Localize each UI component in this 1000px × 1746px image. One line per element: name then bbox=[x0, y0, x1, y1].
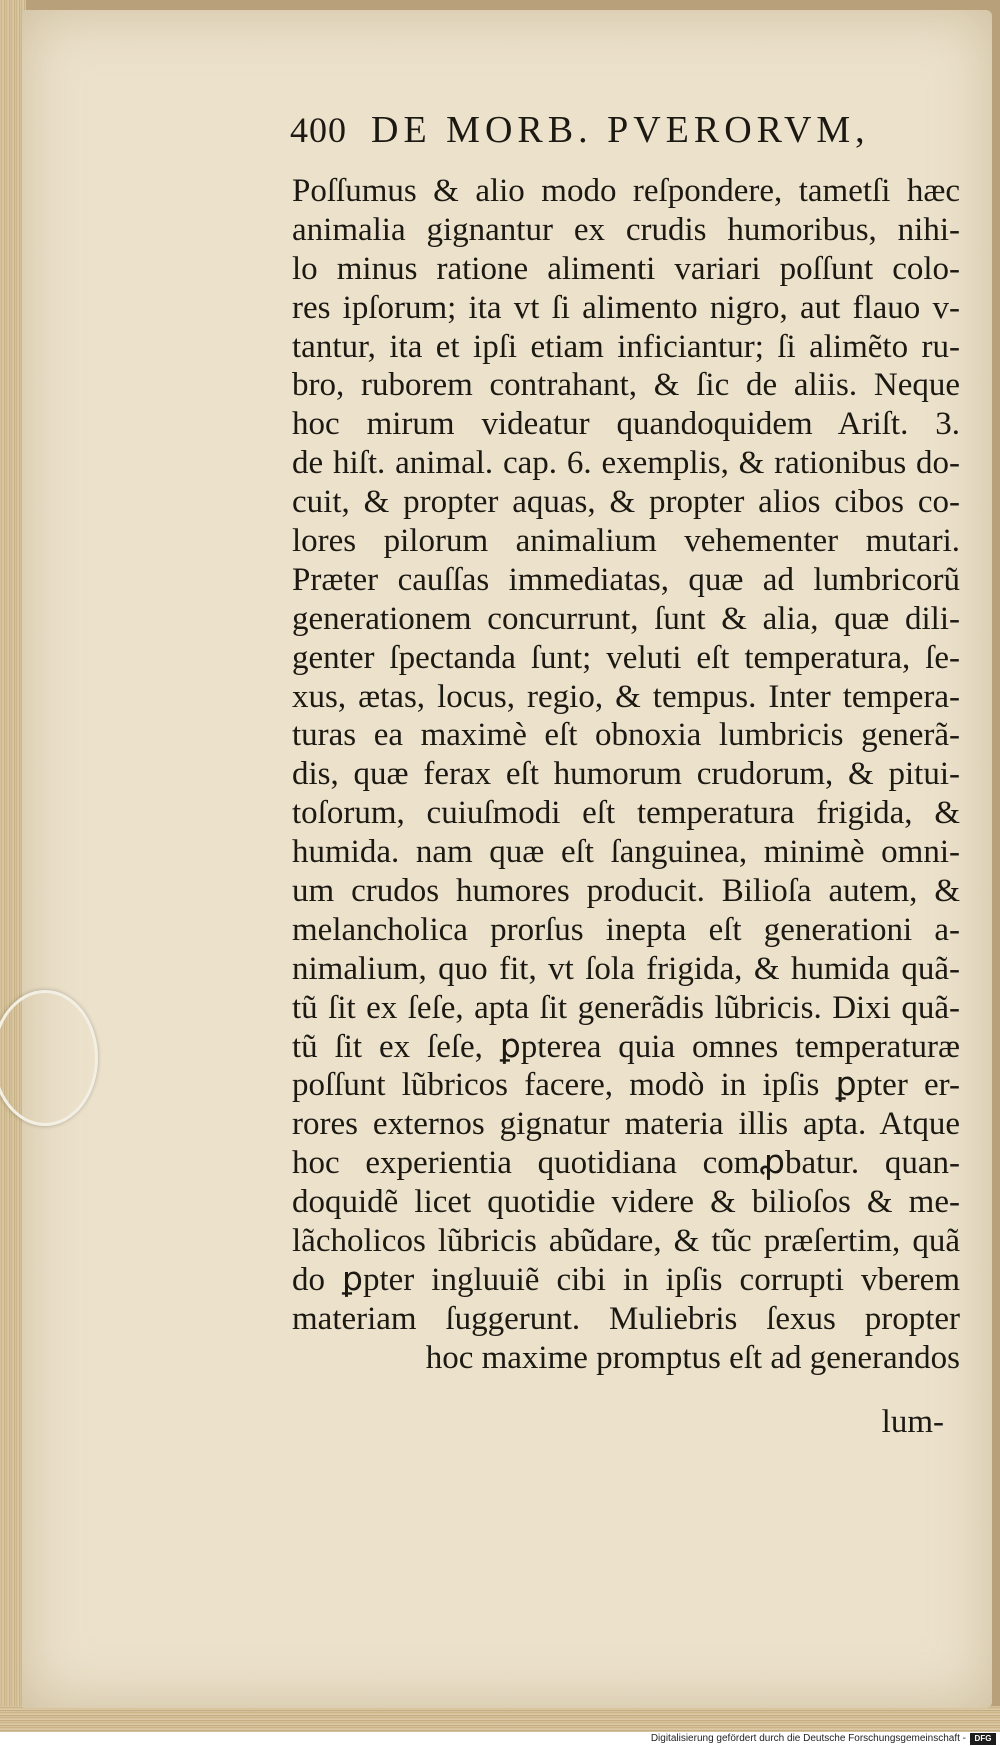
text-line: genter ſpectanda ſunt; veluti eſt temperatura, ſe- bbox=[292, 639, 960, 676]
dfg-logo-icon: DFG bbox=[970, 1733, 996, 1745]
digitization-credit: Digitalisierung gefördert durch die Deutsche Forschungsgemeinschaft - bbox=[650, 1733, 966, 1744]
text-line: nimalium, quo fit, vt ſola frigida, & humida quã- bbox=[292, 950, 960, 987]
catchword: lum- bbox=[881, 1404, 944, 1440]
text-line: de hiſt. animal. cap. 6. exemplis, & rationibus do- bbox=[292, 445, 960, 482]
text-line: do ꝑpter ingluuiẽ cibi in ipſis corrupti vberem bbox=[292, 1261, 960, 1298]
text-line: generationem concurrunt, ſunt & alia, quæ dili- bbox=[292, 600, 960, 637]
text-line: tũ ſit ex ſeſe, apta ſit generãdis lũbricis. Dixi quã- bbox=[292, 989, 960, 1026]
clip-mark bbox=[0, 990, 98, 1126]
text-line: turas ea maximè eſt obnoxia lumbricis generã- bbox=[292, 717, 960, 754]
text-line: hoc mirum videatur quandoquidem Ariſt. 3. bbox=[292, 406, 960, 443]
text-line: tantur, ita et ipſi etiam inficiantur; ſi alimẽto ru- bbox=[292, 328, 960, 365]
page-stack-bottom-edge bbox=[0, 1706, 1000, 1732]
text-line: toſorum, cuiuſmodi eſt temperatura frigida, & bbox=[292, 795, 960, 832]
page-header bbox=[290, 108, 870, 158]
text-line: lo minus ratione alimenti variari poſſunt colo- bbox=[292, 250, 960, 287]
text-line: Poſſumus & alio modo reſpondere, tametſi hæc bbox=[292, 173, 960, 209]
text-line: poſſunt lũbricos facere, modò in ipſis ꝑpter er- bbox=[292, 1067, 960, 1104]
text-line: lores pilorum animalium vehementer mutari. bbox=[292, 523, 960, 560]
text-line: dis, quæ ferax eſt humorum crudorum, & pitui- bbox=[292, 756, 960, 793]
text-line: rores externos gignatur materia illis apta. Atque bbox=[292, 1106, 960, 1143]
running-title: DE MORB. PVERORVM, bbox=[371, 109, 870, 151]
text-line: cuit, & propter aquas, & propter alios cibos co- bbox=[292, 484, 960, 521]
text-line: bro, ruborem contrahant, & ſic de aliis. Neque bbox=[292, 367, 960, 404]
text-line: Præter cauſſas immediatas, quæ ad lumbricorũ bbox=[292, 561, 960, 598]
text-line: humida. nam quæ eſt ſanguinea, minimè omni- bbox=[292, 834, 960, 871]
text-line: um crudos humores producit. Bilioſa autem, & bbox=[292, 873, 960, 910]
text-line: tũ ſit ex ſeſe, ꝑpterea quia omnes temperaturæ bbox=[292, 1028, 960, 1065]
page-number: 400 bbox=[290, 110, 347, 150]
text-line: melancholica prorſus inepta eſt generationi a- bbox=[292, 911, 960, 948]
text-line: animalia gignantur ex crudis humoribus, nihi- bbox=[292, 211, 960, 248]
text-line: materiam ſuggerunt. Muliebris ſexus propter bbox=[292, 1300, 960, 1337]
text-line: hoc experientia quotidiana comꝓbatur. quan- bbox=[292, 1145, 960, 1182]
text-line: lãcholicos lũbricis abũdare, & tũc præſertim, quã bbox=[292, 1223, 960, 1260]
body-text bbox=[292, 172, 960, 1378]
text-line: xus, ætas, locus, regio, & tempus. Inter tempera- bbox=[292, 678, 960, 715]
text-line: doquidẽ licet quotidie videre & bilioſos & me- bbox=[292, 1184, 960, 1221]
text-line: hoc maxime promptus eſt ad generandos bbox=[425, 1339, 960, 1376]
text-line: res ipſorum; ita vt ſi alimento nigro, aut flauo v- bbox=[292, 289, 960, 326]
